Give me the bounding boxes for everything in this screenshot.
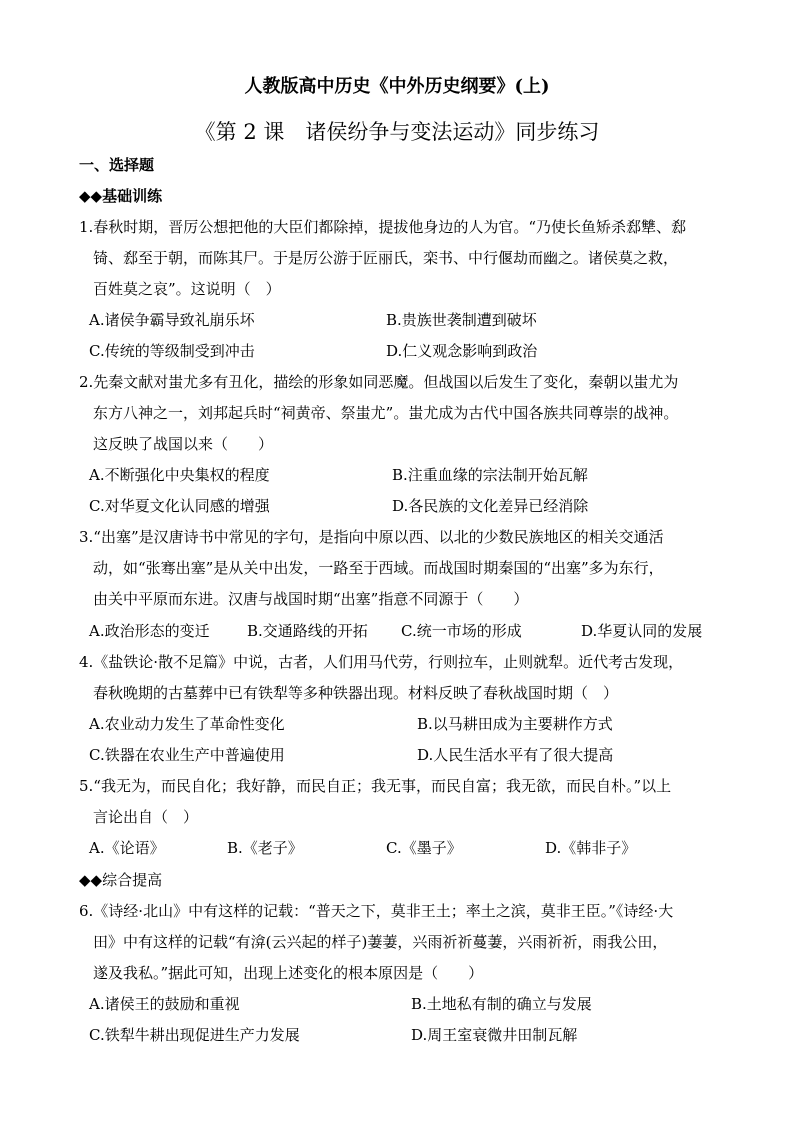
question-2-option-c: C.对华夏文化认同感的增强 [89,497,270,515]
question-6-option-d: D.周王室衰微井田制瓦解 [411,1026,578,1044]
question-2-line-2: 东方八神之一，刘邦起兵时“祠黄帝、祭蚩尤”。蚩尤成为古代中国各族共同尊崇的战神。 [93,404,679,422]
question-5-option-c: C.《墨子》 [386,839,462,857]
question-6-option-b: B.土地私有制的确立与发展 [411,995,592,1013]
subsection-comprehensive: ◆◆综合提高 [79,871,163,889]
question-4-option-b: B.以马耕田成为主要耕作方式 [417,715,613,733]
question-2-line-3: 这反映了战国以来（ ） [93,435,274,453]
question-5-line-2: 言论出自（ ） [93,808,199,826]
question-3-option-b: B.交通路线的开拓 [247,622,368,640]
question-1-option-c: C.传统的等级制受到冲击 [89,342,255,360]
question-6-option-a: A.诸侯王的鼓励和重视 [89,995,240,1013]
question-4-option-a: A.农业动力发生了革命性变化 [89,715,285,733]
question-3-option-a: A.政治形态的变迁 [89,622,210,640]
question-6-line-1: 6.《诗经·北山》中有这样的记载：“普天之下，莫非王土；率土之滨，莫非王臣。”《诗经·大 [79,902,674,920]
question-4-line-2: 春秋晚期的古墓葬中已有铁犁等多种铁器出现。材料反映了春秋战国时期（ ） [93,684,619,702]
question-1-line-1: 1.春秋时期，晋厉公想把他的大臣们都除掉，提拔他身边的人为官。“乃使长鱼矫杀郄犨、郄 [79,218,686,236]
question-5-option-d: D.《韩非子》 [545,839,637,857]
question-5-line-1: 5.“我无为，而民自化；我好静，而民自正；我无事，而民自富；我无欲，而民自朴。”以上 [79,777,672,795]
question-2-option-a: A.不断强化中央集权的程度 [89,466,270,484]
question-6-line-3: 遂及我私。”据此可知，出现上述变化的根本原因是（ ） [93,964,484,982]
question-3-option-c: C.统一市场的形成 [401,622,522,640]
question-1-option-b: B.贵族世袭制遭到破坏 [386,311,537,329]
question-6-line-2: 田》中有这样的记载“有渰(云兴起的样子)萋萋，兴雨祈祈蔓萋，兴雨祈祈，雨我公田， [93,933,668,951]
question-3-line-1: 3.“出塞”是汉唐诗书中常见的字句，是指向中原以西、以北的少数民族地区的相关交通活 [79,528,664,546]
question-6-option-c: C.铁犁牛耕出现促进生产力发展 [89,1026,300,1044]
question-3-line-2: 动，如“张骞出塞”是从关中出发，一路至于西域。而战国时期秦国的“出塞”多为东行， [93,559,664,577]
subsection-basic-training: ◆◆基础训练 [79,187,163,205]
question-2-option-b: B.注重血缘的宗法制开始瓦解 [392,466,588,484]
question-1-line-2: 锜、郄至于朝，而陈其尸。于是厉公游于匠丽氏，栾书、中行偃劫而幽之。诸侯莫之救， [93,249,679,267]
question-1-option-d: D.仁义观念影响到政治 [386,342,538,360]
question-4-line-1: 4.《盐铁论·散不足篇》中说，古者，人们用马代劳，行则拉车，止则就犁。近代考古发现， [79,653,684,671]
question-5-option-a: A.《论语》 [89,839,165,857]
question-1-option-a: A.诸侯争霸导致礼崩乐坏 [89,311,255,329]
question-4-option-d: D.人民生活水平有了很大提高 [417,746,614,764]
lesson-title: 《第 2 课 诸侯纷争与变法运动》同步练习 [194,120,600,144]
question-3-option-d: D.华夏认同的发展 [581,622,703,640]
question-5-option-b: B.《老子》 [227,839,303,857]
question-3-line-3: 由关中平原而东进。汉唐与战国时期“出塞”指意不同源于（ ） [93,590,529,608]
question-2-option-d: D.各民族的文化差异已经消除 [392,497,589,515]
question-1-line-3: 百姓莫之哀”。这说明（ ） [93,280,281,298]
question-2-line-1: 2.先秦文献对蚩尤多有丑化，描绘的形象如同恶魔。但战国以后发生了变化，秦朝以蚩尤为 [79,373,679,391]
section-heading: 一、选择题 [79,156,155,174]
question-4-option-c: C.铁器在农业生产中普遍使用 [89,746,285,764]
document-title: 人教版高中历史《中外历史纲要》(上) [244,76,550,97]
